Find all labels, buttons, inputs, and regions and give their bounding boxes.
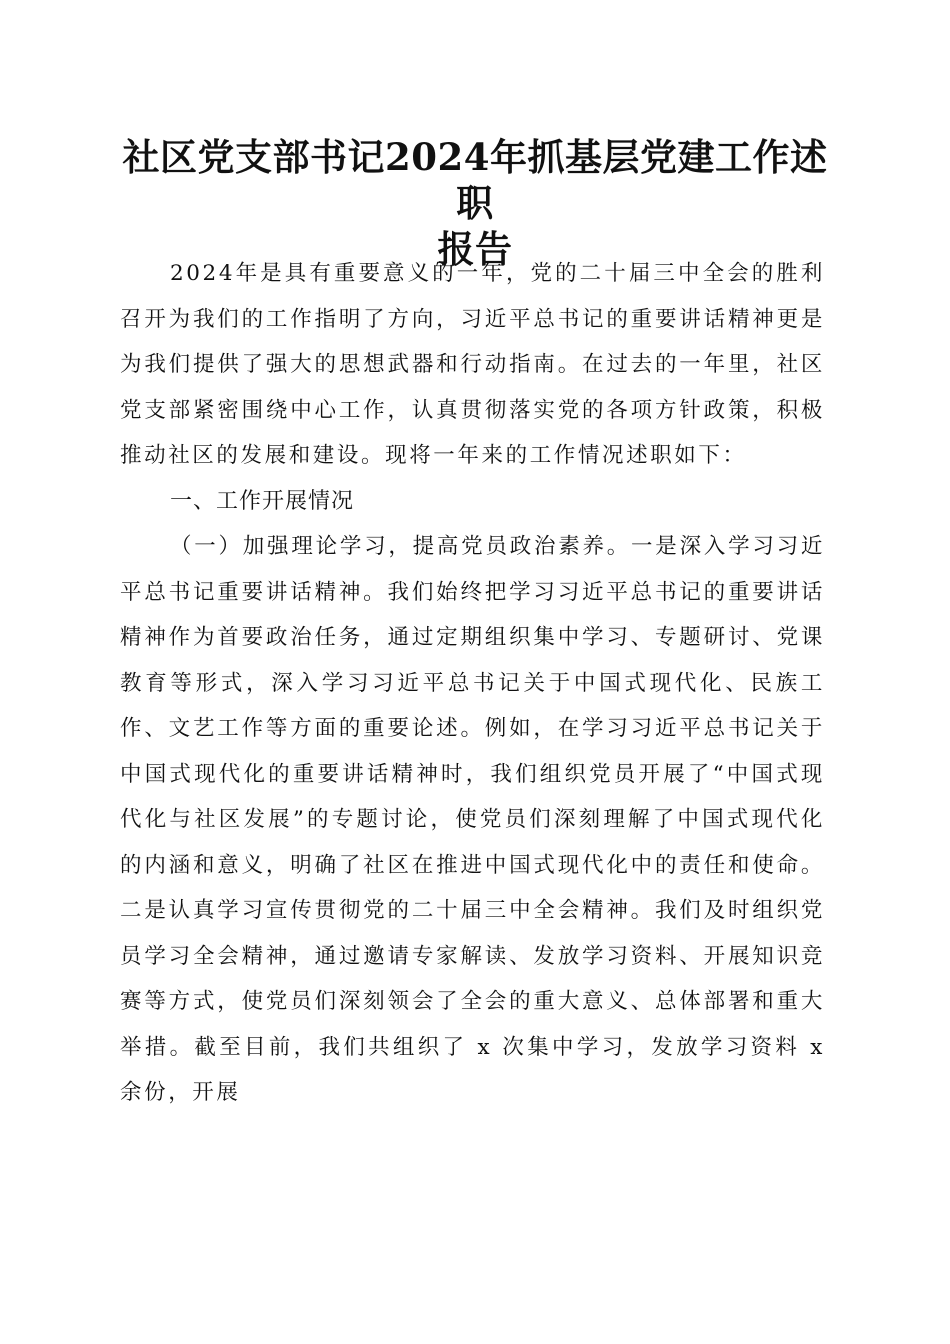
section-paragraph: （一）加强理论学习，提高党员政治素养。一是深入学习习近平总书记重要讲话精神。我们始终把学习习近平总书记的重要讲话精神作为首要政治任务，通过定期组织集中学习、专题研讨、党课教育等形式，深入学习习近平总书记关于中国式现代化、民族工作、文艺工作等方面的重要论述。例如，在学习习近平总书记关于中国式现代化的重要讲话精神时，我们组织党员开展了“中国式现代化与社区发展”的专题讨论，使党员们深刻理解了中国式现代化的内涵和意义，明确了社区在推进中国式现代化中的责任和使命。二是认真学习宣传贯彻党的二十届三中全会精神。我们及时组织党员学习全会精神，通过邀请专家解读、发放学习资料、开展知识竞赛等方式，使党员们深刻领会了全会的重大意义、总体部署和重大举措。截至目前，我们共组织了 x 次集中学习，发放学习资料 x 余份，开展: [120, 534, 825, 1105]
section-heading: 一、工作开展情况: [170, 488, 355, 514]
title-line-2: 报告: [437, 227, 513, 271]
title-line-1: 社区党支部书记2024年抓基层党建工作述职: [122, 135, 828, 225]
intro-paragraph: 2024年是具有重要意义的一年，党的二十届三中全会的胜利召开为我们的工作指明了方向，习近平总书记的重要讲话精神更是为我们提供了强大的思想武器和行动指南。在过去的一年里，社区党支部紧密围绕中心工作，认真贯彻落实党的各项方针政策，积极推动社区的发展和建设。现将一年来的工作情况述职如下：: [120, 261, 825, 468]
document-body: [120, 251, 825, 1116]
